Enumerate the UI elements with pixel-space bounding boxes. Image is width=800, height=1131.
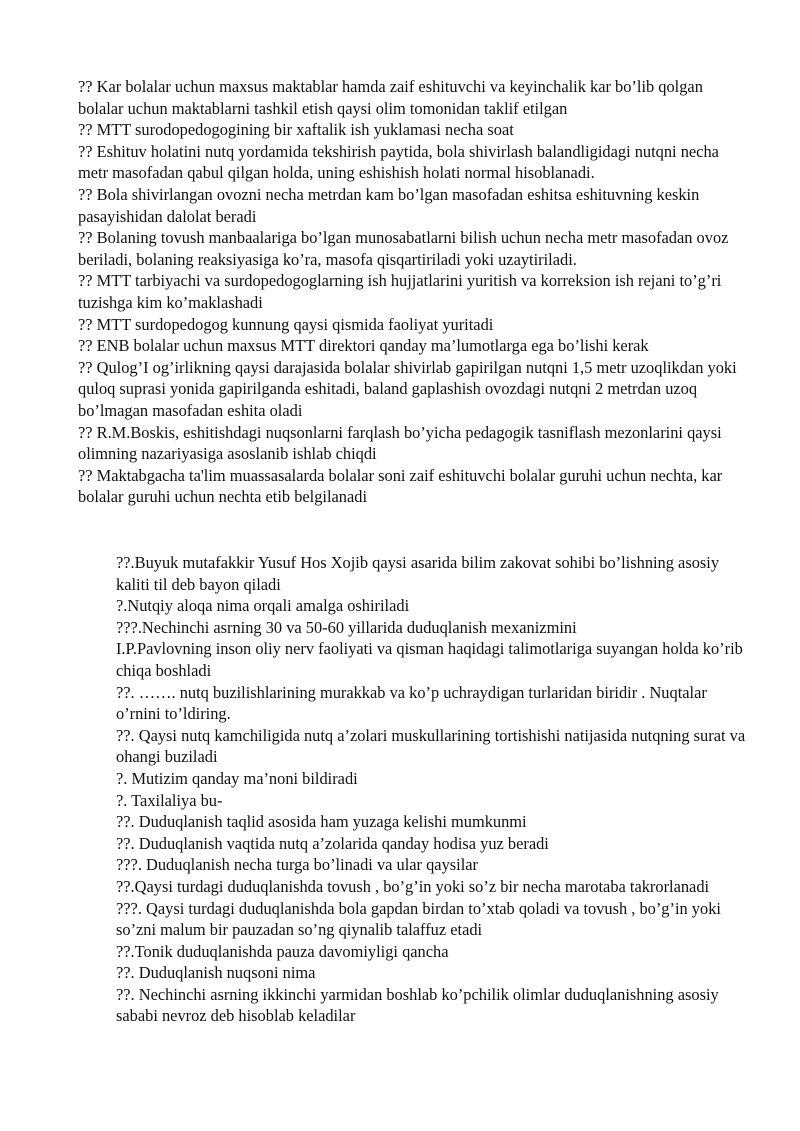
- indented-question-item: ??. Duduqlanish vaqtida nutq a’zolarida qanday hodisa yuz beradi: [116, 833, 549, 853]
- indented-question-item: ???.Nechinchi asrning 30 va 50-60 yillarida duduqlanish mexanizmini: [116, 617, 577, 637]
- question-item: ?? Bola shivirlangan ovozni necha metrdan kam bo’lgan masofadan eshitsa eshituvning keskin pasayishidan dalolat beradi: [78, 184, 700, 226]
- indented-question-item: ??. Qaysi nutq kamchiligida nutq a’zolari muskullarining tortishishi natijasida nutqning surat va ohangi buziladi: [116, 725, 746, 767]
- question-item: ?? Qulog’I og’irlikning qaysi darajasida bolalar shivirlab gapirilgan nutqni 1,5 metr uzoqlikdan yoki quloq suprasi yonida gapirilganda eshitadi, baland gaplashish ovozdagi nutqni 2 metrdan uzoq bo’lmagan masofadan eshita oladi: [78, 357, 737, 420]
- indented-question-item: ??.Qaysi turdagi duduqlanishda tovush , bo’g’in yoki so’z bir necha marotaba takrorlanadi: [116, 876, 710, 896]
- question-list: [78, 76, 746, 508]
- question-item: ?? MTT surdopedogog kunnung qaysi qismida faoliyat yuritadi: [78, 314, 494, 334]
- indented-question-item: ??.Tonik duduqlanishda pauza davomiyligi qancha: [116, 941, 449, 961]
- question-item: ?? Maktabgacha ta'lim muassasalarda bolalar soni zaif eshituvchi bolalar guruhi uchun nechta, kar bolalar guruhi uchun nechta etib belgilanadi: [78, 465, 723, 507]
- indented-question-item: ??. Duduqlanish taqlid asosida ham yuzaga kelishi mumkunmi: [116, 812, 527, 832]
- question-item: ?? Bolaning tovush manbaalariga bo’lgan munosabatlarni bilish uchun necha metr masofadan ovoz beriladi, bolaning reaksiyasiga ko’ra, masofa qisqartiriladi yoki uzaytiriladi.: [78, 228, 729, 269]
- indented-question-list: [116, 552, 746, 1027]
- indented-question-item: ???. Duduqlanish necha turga bo’linadi va ular qaysilar: [116, 855, 478, 875]
- question-item: ?? MTT surodopedogogining bir xaftalik ish yuklamasi necha soat: [78, 120, 514, 140]
- indented-question-item: I.P.Pavlovning inson oliy nerv faoliyati va qisman haqidagi talimotlariga suyangan holda ko’rib chiqa boshladi: [116, 639, 743, 680]
- indented-question-item: ??. Nechinchi asrning ikkinchi yarmidan boshlab ko’pchilik olimlar duduqlanishning asosiy sababi nevroz deb hisoblab keladilar: [116, 984, 719, 1026]
- indented-question-item: ??.Buyuk mutafakkir Yusuf Hos Xojib qaysi asarida bilim zakovat sohibi bo’lishning asosiy kaliti til deb bayon qiladi: [116, 553, 720, 594]
- question-item: ?? MTT tarbiyachi va surdopedogoglarning ish hujjatlarini yuritish va korreksion ish rejani to’g’ri tuzishga kim ko’maklashadi: [78, 271, 722, 312]
- indented-question-item: ?. Taxilaliya bu-: [116, 790, 223, 810]
- question-item: ?? R.M.Boskis, eshitishdagi nuqsonlarni farqlash bo’yicha pedagogik tasniflash mezonlarini qaysi olimning nazariyasiga asoslanib ishlab chiqdi: [78, 422, 722, 464]
- indented-question-item: ???. Qaysi turdagi duduqlanishda bola gapdan birdan to’xtab qoladi va tovush , bo’g’in yoki so’zni malum bir pauzadan so’ng qiynalib talaffuz etadi: [116, 898, 721, 940]
- question-item: ?? Kar bolalar uchun maxsus maktablar hamda zaif eshituvchi va keyinchalik kar bo’lib qolgan bolalar uchun maktablarni tashkil etish qaysi olim tomonidan taklif etilgan: [78, 77, 703, 118]
- indented-question-item: ??. Duduqlanish nuqsoni nima: [116, 963, 316, 983]
- question-item: ?? Eshituv holatini nutq yordamida tekshirish paytida, bola shivirlash balandligidagi nutqni necha metr masofadan qabul qilgan holda, uning eshishish holati normal hisoblanadi.: [78, 141, 719, 183]
- indented-question-item: ?.Nutqiy aloqa nima orqali amalga oshiriladi: [116, 596, 410, 616]
- indented-question-item: ?. Mutizim qanday ma’noni bildiradi: [116, 768, 358, 788]
- question-item: ?? ENB bolalar uchun maxsus MTT direktori qanday ma’lumotlarga ega bo’lishi kerak: [78, 336, 649, 356]
- indented-question-item: ??. ……. nutq buzilishlarining murakkab va ko’p uchraydigan turlaridan biridir . Nuqtalar o’rnini to’ldiring.: [116, 682, 707, 724]
